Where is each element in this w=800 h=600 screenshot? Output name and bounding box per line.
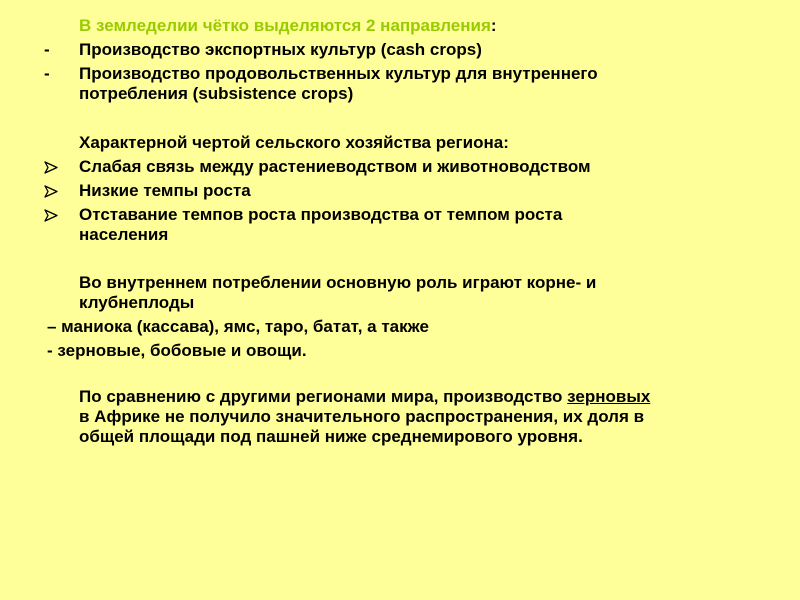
paragraph-line: общей площади под пашней ниже среднемирового уровня. — [79, 427, 583, 446]
list-item — [0, 40, 800, 60]
section-consumption — [0, 273, 800, 361]
list-item-continuation — [0, 84, 800, 104]
section-heading: Характерной чертой сельского хозяйства региона: — [79, 133, 509, 152]
list-item-text: Производство экспортных культур (cash crops) — [79, 40, 482, 59]
heading-text: В земледелии чётко выделяются 2 направления — [79, 16, 491, 35]
list-item — [0, 64, 800, 84]
list-item — [0, 205, 800, 225]
paragraph-line: в Африке не получило значительного распространения, их доля в — [79, 407, 645, 426]
paragraph-line: клубнеплоды — [79, 293, 195, 312]
section-heading — [0, 16, 800, 36]
list-item-text: Отставание темпов роста производства от темпом роста — [79, 205, 563, 224]
paragraph-line — [0, 387, 800, 407]
dash-marker: - — [44, 40, 50, 59]
list-item-text: Слабая связь между растениеводством и животноводством — [79, 157, 591, 176]
paragraph-line: Во внутреннем потреблении основную роль играют корне- и — [79, 273, 597, 292]
section-grain-comparison — [0, 387, 800, 447]
paragraph-text: По сравнению с другими регионами мира, производство — [79, 387, 568, 406]
paragraph-line: - зерновые, бобовые и овощи. — [47, 341, 307, 360]
list-item — [0, 157, 800, 177]
list-item-text: потребления (subsistence crops) — [79, 84, 354, 103]
section-directions — [0, 16, 800, 104]
arrowhead-bullet-icon — [44, 157, 58, 174]
heading-colon: : — [490, 16, 497, 35]
list-item-text: Производство продовольственных культур для внутреннего — [79, 64, 598, 83]
arrowhead-bullet-icon — [44, 205, 58, 222]
section-characteristics — [0, 133, 800, 245]
grain-link[interactable]: зерновых — [567, 387, 651, 406]
dash-marker: - — [44, 64, 50, 83]
list-item-text: населения — [79, 225, 169, 244]
list-item-text: Низкие темпы роста — [79, 181, 251, 200]
list-item-continuation — [0, 225, 800, 245]
paragraph-line: – маниока (кассава), ямс, таро, батат, а также — [47, 317, 429, 336]
list-item — [0, 181, 800, 201]
arrowhead-bullet-icon — [44, 181, 58, 198]
